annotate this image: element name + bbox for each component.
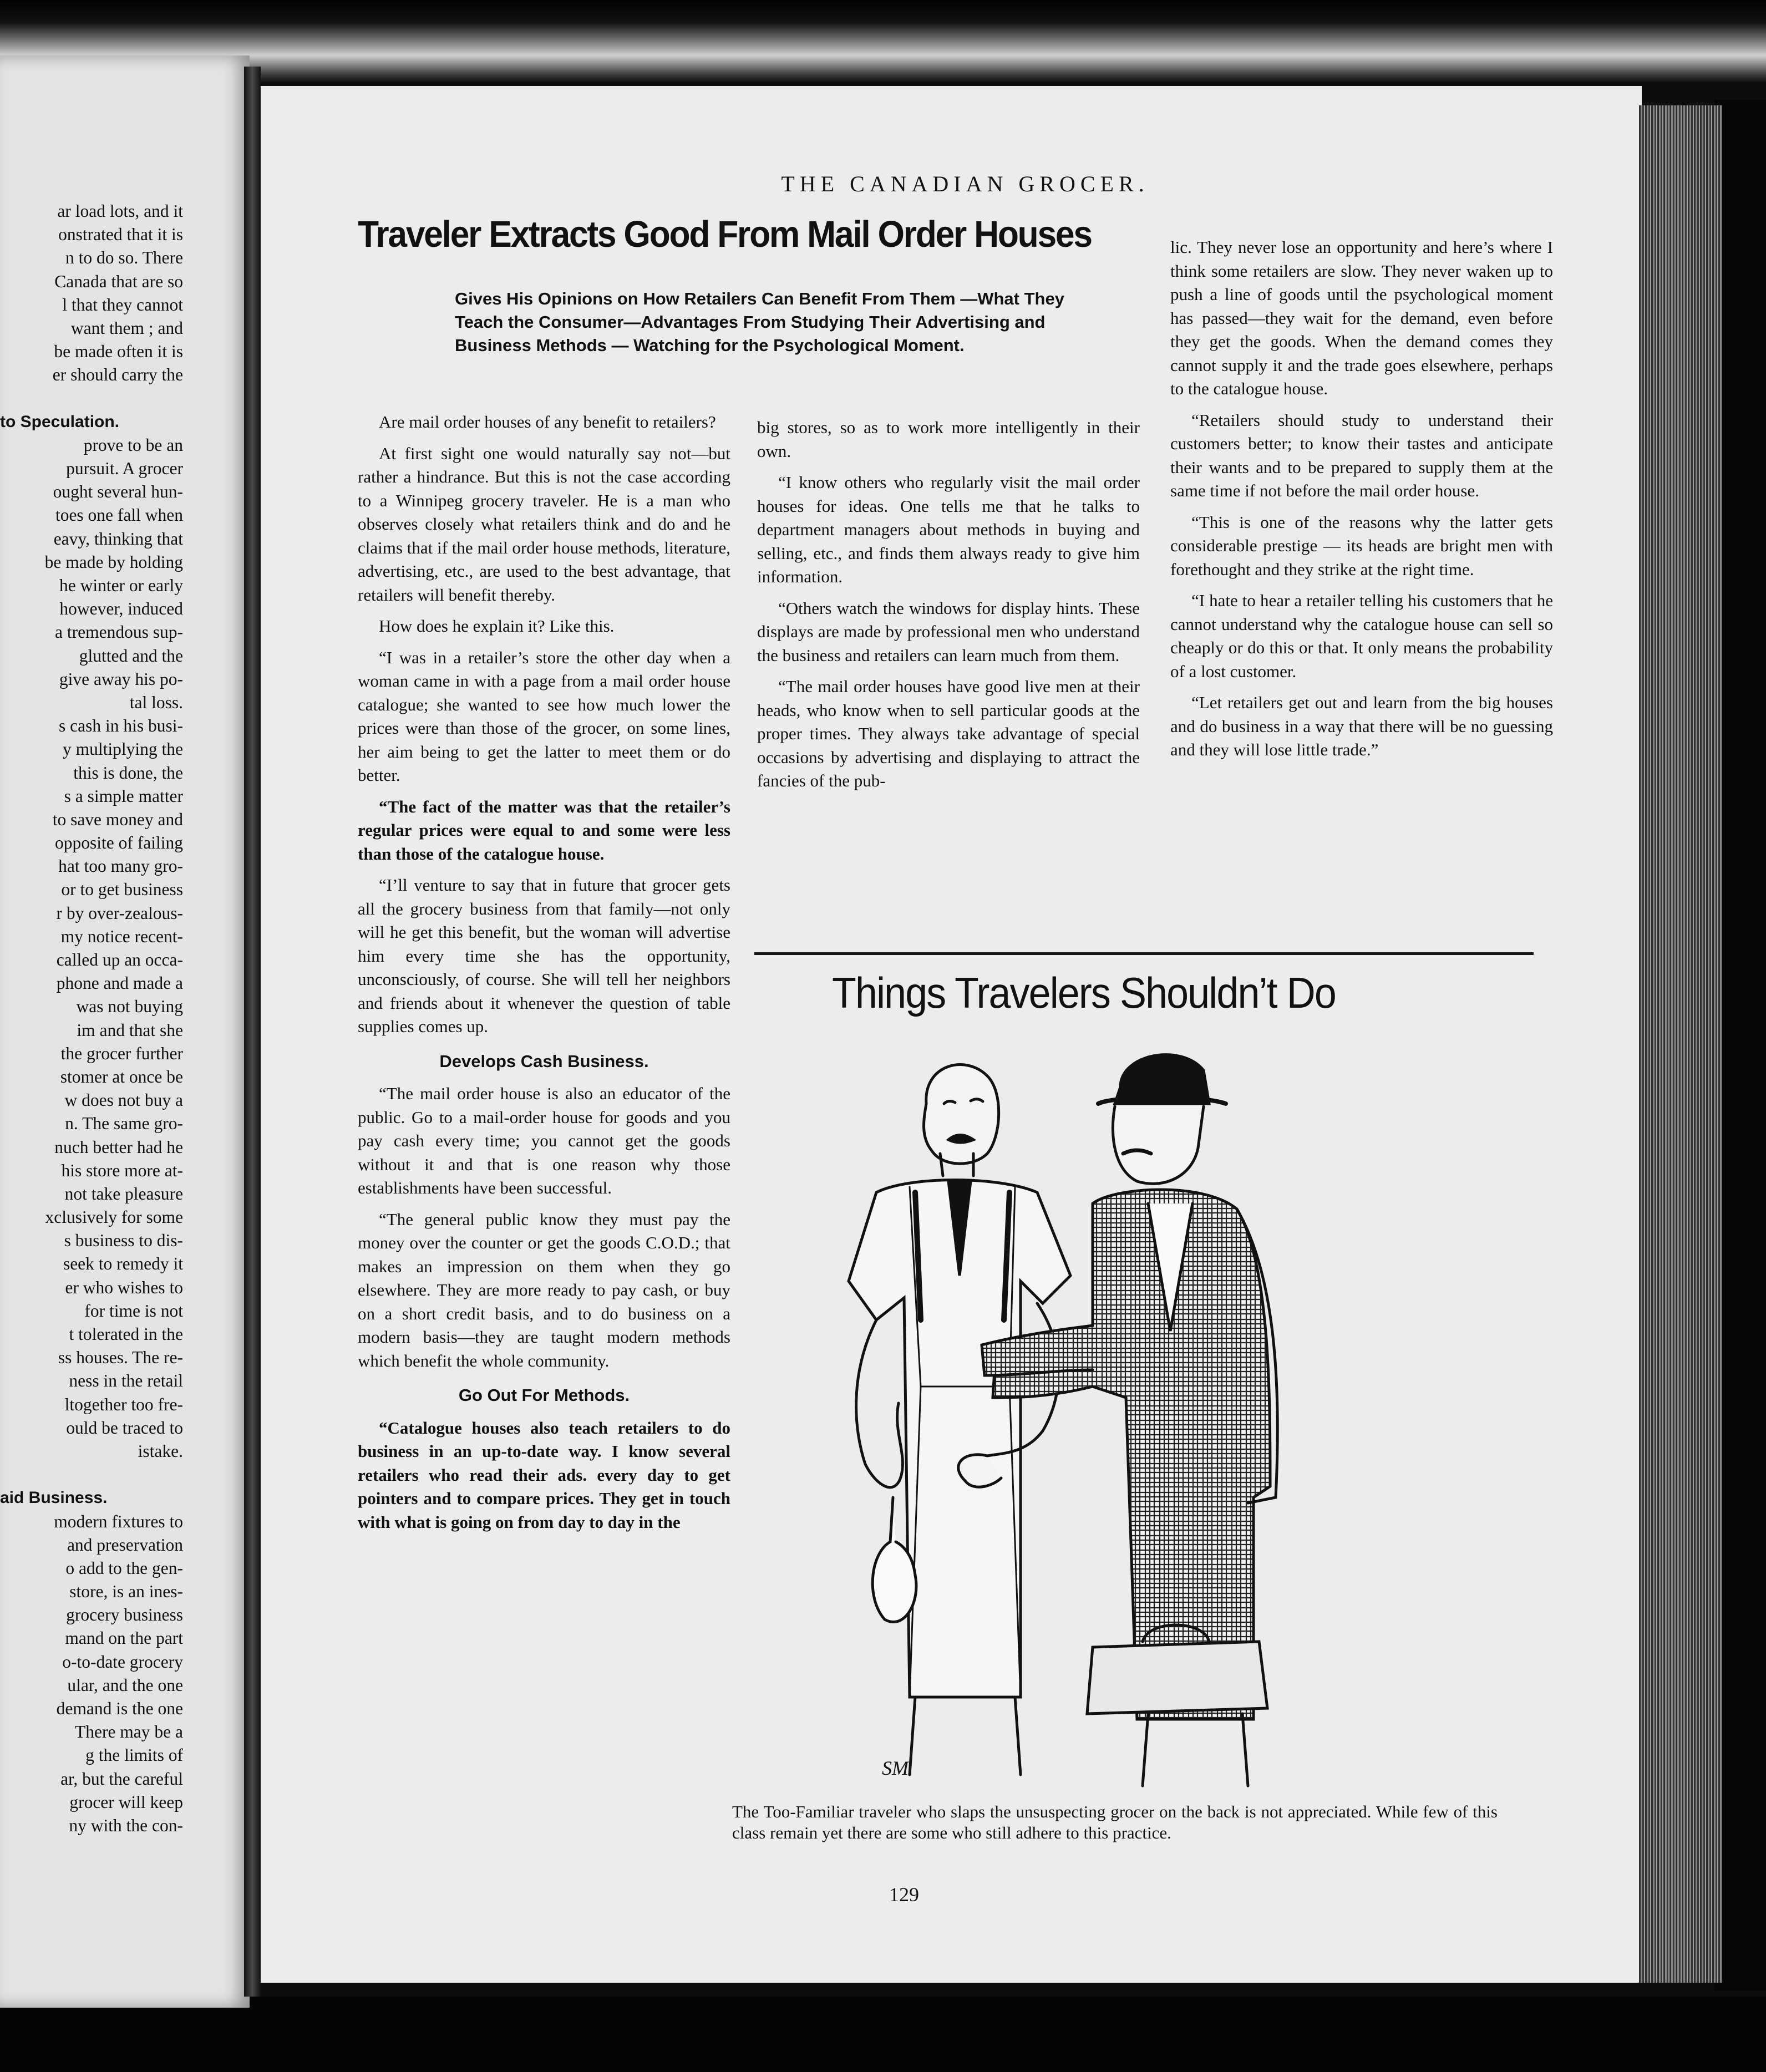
left-page-line: im and that she bbox=[77, 1020, 183, 1040]
left-page-line: s cash in his busi- bbox=[59, 716, 183, 736]
left-page-line: n. The same gro- bbox=[65, 1114, 183, 1134]
left-page-line: er should carry the bbox=[52, 365, 183, 385]
left-page-line: o-to-date grocery bbox=[62, 1652, 183, 1672]
article-column-2 bbox=[757, 416, 1140, 801]
scan-top-shadow bbox=[0, 0, 1766, 83]
book-gutter bbox=[244, 67, 261, 1997]
paragraph: “I hate to hear a retailer telling his customers that he cannot understand why the catalogue house can sell so cheaply or do this or that. It only means the probability of a lost customer. bbox=[1170, 591, 1553, 681]
running-head: THE CANADIAN GROCER. bbox=[781, 171, 1149, 196]
left-page-line: ular, and the one bbox=[67, 1675, 183, 1695]
article-title: Traveler Extracts Good From Mail Order Houses bbox=[358, 214, 1092, 255]
left-page-line bbox=[0, 387, 183, 410]
paragraph: “The mail order house is also an educator of the public. Go to a mail-order house for goods and you pay cash every time; you cannot get the goods without it and that is one reason why those establishments have been successful. bbox=[358, 1084, 730, 1197]
left-page-line bbox=[0, 1463, 183, 1486]
paragraph: “The fact of the matter was that the retailer’s regular prices were equal to and some were less than those of the catalogue house. bbox=[358, 796, 730, 864]
left-page-line: give away his po- bbox=[59, 669, 183, 689]
grocer-figure bbox=[849, 1065, 1070, 1775]
left-page-line: n to do so. There bbox=[65, 248, 183, 268]
left-page-line: hat too many gro- bbox=[58, 856, 183, 876]
left-page-line: opposite of failing bbox=[55, 833, 183, 853]
left-page-line: ould be traced to bbox=[66, 1418, 183, 1438]
left-page-line: o add to the gen- bbox=[65, 1558, 183, 1578]
left-page-line: not take pleasure bbox=[64, 1184, 183, 1203]
left-page-line: nuch better had he bbox=[54, 1137, 183, 1157]
left-page-line: glutted and the bbox=[79, 646, 183, 666]
left-page-line: g the limits of bbox=[85, 1745, 183, 1765]
left-page-line: mand on the part bbox=[65, 1628, 183, 1648]
left-page-line: ar, but the careful bbox=[60, 1769, 183, 1789]
paragraph: “This is one of the reasons why the latter gets considerable prestige — its heads are bright men with forethought and they strike at the right time. bbox=[1170, 512, 1553, 579]
left-page-line: want them ; and bbox=[70, 318, 183, 338]
left-page-line: ltogether too fre- bbox=[64, 1394, 183, 1414]
left-page-line: store, is an ines- bbox=[69, 1582, 183, 1602]
left-facing-page bbox=[0, 55, 250, 2008]
paragraph: “Retailers should study to understand their customers better; to know their tastes and anticipate their wants and to be prepared to supply them at the same time if not before the mail order house. bbox=[1170, 410, 1553, 500]
subheading-develops-cash-business: Develops Cash Business. bbox=[439, 1051, 649, 1071]
illustration-title: Things Travelers Shouldn’t Do bbox=[832, 968, 1336, 1017]
left-page-line: grocery business bbox=[66, 1605, 183, 1625]
paragraph: “The general public know they must pay the money over the counter or get the goods C.O.D.; that makes an impression on them when they go elsewhere. They are more ready to pay cash, or buy on a short credit basis, and to do business on a modern basis—they are taught modern methods which benefit the whole community. bbox=[358, 1209, 730, 1370]
left-page-line: l that they cannot bbox=[62, 294, 183, 314]
paragraph: How does he explain it? Like this. bbox=[379, 616, 615, 636]
paragraph: “I’ll venture to say that in future that grocer gets all the grocery business from that family—not only will he get this benefit, but the woman will advertise him every time she has the opportunity, unconsciously, of course. She will tell her neighbors and friends about it whenever the question of table supplies comes up. bbox=[358, 875, 730, 1036]
left-page-line: istake. bbox=[138, 1441, 183, 1461]
left-page-line: ar load lots, and it bbox=[57, 201, 183, 221]
left-page-line: tal loss. bbox=[129, 692, 183, 712]
paragraph: “Catalogue houses also teach retailers to do business in an up-to-date way. I know several retailers who read their ads. every day to get pointers and to compare prices. They get in touch with what is going on from day to day in the bbox=[358, 1418, 730, 1532]
left-page-line: er who wishes to bbox=[65, 1277, 183, 1297]
paragraph: Are mail order houses of any benefit to retailers? bbox=[379, 412, 716, 431]
left-page-line: phone and made a bbox=[56, 973, 183, 993]
left-page-line: ought several hun- bbox=[53, 482, 183, 502]
left-page-line: w does not buy a bbox=[64, 1090, 183, 1110]
left-page-line: this is done, the bbox=[73, 763, 183, 783]
left-page-subheading: to Speculation. bbox=[0, 412, 120, 431]
left-page-line: be made by holding bbox=[44, 552, 183, 572]
artist-signature: SM bbox=[882, 1757, 909, 1779]
left-page-line: ny with the con- bbox=[69, 1815, 183, 1835]
left-page-line: stomer at once be bbox=[60, 1067, 183, 1086]
paragraph: “Let retailers get out and learn from the big houses and do business in a way that there will be no guessing and they will lose little trade.” bbox=[1170, 693, 1553, 759]
left-page-line: There may be a bbox=[74, 1722, 183, 1742]
left-page-line: seek to remedy it bbox=[63, 1254, 183, 1274]
subheading-go-out-for-methods: Go Out For Methods. bbox=[458, 1385, 630, 1405]
left-page-line: and preservation bbox=[67, 1535, 183, 1555]
left-page-line: grocer will keep bbox=[69, 1792, 183, 1812]
left-page-line: or to get business bbox=[61, 880, 183, 900]
left-page-line: modern fixtures to bbox=[54, 1511, 183, 1531]
paragraph: At first sight one would naturally say not—but rather a hindrance. But this is not the case according to a Winnipeg grocery traveler. He is a man who observes closely what retailers think and do and he claims that if the mail order house methods, literature, advertising, etc., are used to the best advantage, that retailers will benefit thereby. bbox=[358, 443, 730, 605]
left-page-line: be made often it is bbox=[54, 342, 183, 362]
article-column-3 bbox=[1170, 236, 1553, 770]
scan-bottom-shadow bbox=[0, 1997, 1766, 2072]
left-page-line: r by over-zealous- bbox=[56, 903, 183, 923]
left-page-line: for time is not bbox=[84, 1301, 183, 1321]
left-page-line: toes one fall when bbox=[55, 505, 183, 525]
paragraph: “I was in a retailer’s store the other day when a woman came in with a page from a mail order house catalogue; she wanted to see how much lower the prices were than those of the grocer, on some lines, her aim being to get the latter to meet them or do better. bbox=[358, 647, 730, 785]
left-page-line: eavy, thinking that bbox=[53, 529, 183, 549]
illustration-caption: The Too-Familiar traveler who slaps the unsuspecting grocer on the back is not appreciated. While few of this class remain yet there are some who still adhere to this practice. bbox=[732, 1802, 1498, 1842]
paragraph: lic. They never lose an opportunity and here’s where I think some retailers are slow. They never waken up to push a line of goods until the psychological moment has passed—they wait for the demand, even before they get the goods. When the demand comes they cannot supply it and the trade goes elsewhere, perhaps to the catalogue house. bbox=[1170, 237, 1553, 398]
left-page-line: demand is the one bbox=[56, 1699, 183, 1718]
left-page-text-column bbox=[0, 200, 183, 1837]
left-page-line: a tremendous sup- bbox=[55, 622, 183, 642]
left-page-line: to save money and bbox=[52, 809, 183, 829]
paragraph: “Others watch the windows for display hints. These displays are made by professional men who understand the business and retailers can learn much from them. bbox=[757, 598, 1140, 665]
left-page-line: onstrated that it is bbox=[58, 225, 183, 245]
paragraph: big stores, so as to work more intelligently in their own. bbox=[757, 418, 1140, 461]
left-page-line: y multiplying the bbox=[63, 739, 183, 759]
traveler-figure bbox=[982, 1055, 1277, 1786]
paragraph: “I know others who regularly visit the mail order houses for ideas. One tells me that he talks to department managers about methods in buying and selling, etc., and finds them always ready to give him information. bbox=[757, 473, 1140, 586]
left-page-line: Canada that are so bbox=[54, 271, 183, 291]
article-deck: Gives His Opinions on How Retailers Can Benefit From Them —What They Teach the Consumer—Advantages From Studying Their Advertising and Business Methods — Watching for the Psychological Moment. bbox=[455, 289, 1064, 355]
left-page-line: his store more at- bbox=[61, 1160, 183, 1180]
left-page-line: xclusively for some bbox=[45, 1207, 183, 1227]
left-page-line: he winter or early bbox=[59, 576, 183, 595]
page-stack-edge bbox=[1639, 105, 1722, 1983]
section-rule bbox=[754, 952, 1534, 955]
left-page-subheading: aid Business. bbox=[0, 1489, 108, 1507]
left-page-line: s a simple matter bbox=[64, 786, 183, 806]
page-number: 129 bbox=[889, 1883, 919, 1906]
left-page-line: ss houses. The re- bbox=[58, 1348, 183, 1368]
article-column-1 bbox=[358, 410, 730, 1542]
left-page-line: the grocer further bbox=[60, 1043, 183, 1063]
left-page-line: was not buying bbox=[76, 997, 183, 1017]
cartoon-illustration bbox=[782, 1043, 1470, 1791]
left-page-line: t tolerated in the bbox=[69, 1324, 183, 1344]
left-page-line: prove to be an bbox=[83, 435, 183, 455]
paragraph: “The mail order houses have good live men at their heads, who know when to sell particular goods at the proper times. They always take advantage of special occasions by advertising and displaying to attract the fancies of the pub- bbox=[757, 677, 1140, 790]
left-page-line: s business to dis- bbox=[64, 1231, 183, 1251]
left-page-line: called up an occa- bbox=[56, 950, 183, 969]
left-page-line: ness in the retail bbox=[69, 1371, 183, 1391]
left-page-line: however, induced bbox=[59, 599, 183, 619]
left-page-line: my notice recent- bbox=[60, 926, 183, 946]
left-page-line: pursuit. A grocer bbox=[66, 459, 183, 479]
